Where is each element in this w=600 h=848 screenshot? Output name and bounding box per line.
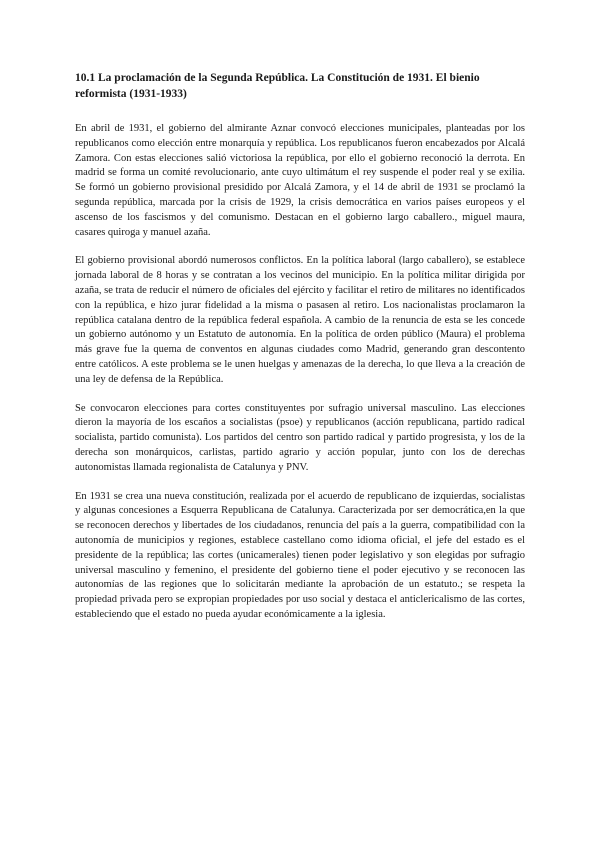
paragraph-constitution-1931: En 1931 se crea una nueva constitución, realizada por el acuerdo de republicano de izquierdas, socialistas y algunas concesiones a Esquerra Republicana de Catalunya. Caracterizada por ser democrática,en la que se reconocen derechos y libertades de los ciudadanos, renuncia del país a la guerra, compatibilidad con la autonomía de municipios y regiones, establece castellano como idioma oficial, el jefe del estado es el presidente de la república; las cortes (unicamerales) tienen poder legislativo y son elegidas por sufragio universal masculino y femenino, el presidente del gobierno tiene el poder ejecutivo y se reconocen las autonomías de las regiones que lo solicitarán mediante la aprobación de un estatuto.; se respeta la propiedad privada pero se expropian propiedades por uso social y destaca el anticlericalismo de las cortes, estableciendo que el estado no pueda ayudar económicamente a la iglesia. (75, 490, 525, 620)
paragraph-elections-1931: En abril de 1931, el gobierno del almirante Aznar convocó elecciones municipales, planteadas por los republicanos como elección entre monarquía y república. Los republicanos fueron encabezados por Alcalá Zamora. Con estas elecciones salió victoriosa la república, por ello el gobierno reconoció la derrota. En madrid se forma un comité revolucionario, ante cuyo ultimátum el rey suspende el poder real y se exilia. Se formó un gobierno provisional presidido por Alcalá Zamora, y el 14 de abril de 1931 se proclamó la segunda república, marcada por la crisis de 1929, la crisis democrática en varios países europeos y el ascenso de los fascismos y del comunismo. Destacan en el gobierno largo caballero., miguel maura, casares quiroga y manuel azaña. (75, 123, 525, 238)
paragraph-provisional-government: El gobierno provisional abordó numerosos conflictos. En la política laboral (largo caballero), se establece jornada laboral de 8 horas y se contratan a los vecinos del municipio. En la política militar dirigida por azaña, se trata de reducir el número de oficiales del ejército y facilitar el retiro de militares no identificados con la república, e hizo jurar fidelidad a la misma o pasasen al retiro. Los nacionalistas proclamaron la república catalana dentro de la república federal española. A cambio de la renuncia de esta se les concede un gobierno autónomo y un Estatuto de autonomía. En la política de orden público (Maura) el problema más grave fue la quema de conventos en algunas ciudades como Madrid, generando gran descontento entre católicos. A este problema se le unen huelgas y amenazas de la derecha, lo que lleva a la creación de una ley de defensa de la República. (75, 255, 525, 385)
paragraph-constituent-cortes: Se convocaron elecciones para cortes constituyentes por sufragio universal masculino. Las elecciones dieron la mayoría de los escaños a socialistas (psoe) y republicanos (acción republicana, partido radical socialista, partido comunista). Los partidos del centro son partido radical y partido progresista, y los de la derecha son monárquicos, carlistas, partido agrario y acción popular, junto con los de derechas autonomistas llamada regionalista de Catalunya y PNV. (75, 402, 525, 473)
document-title: 10.1 La proclamación de la Segunda República. La Constitución de 1931. El bienio reformista (1931-1933) (75, 72, 480, 100)
